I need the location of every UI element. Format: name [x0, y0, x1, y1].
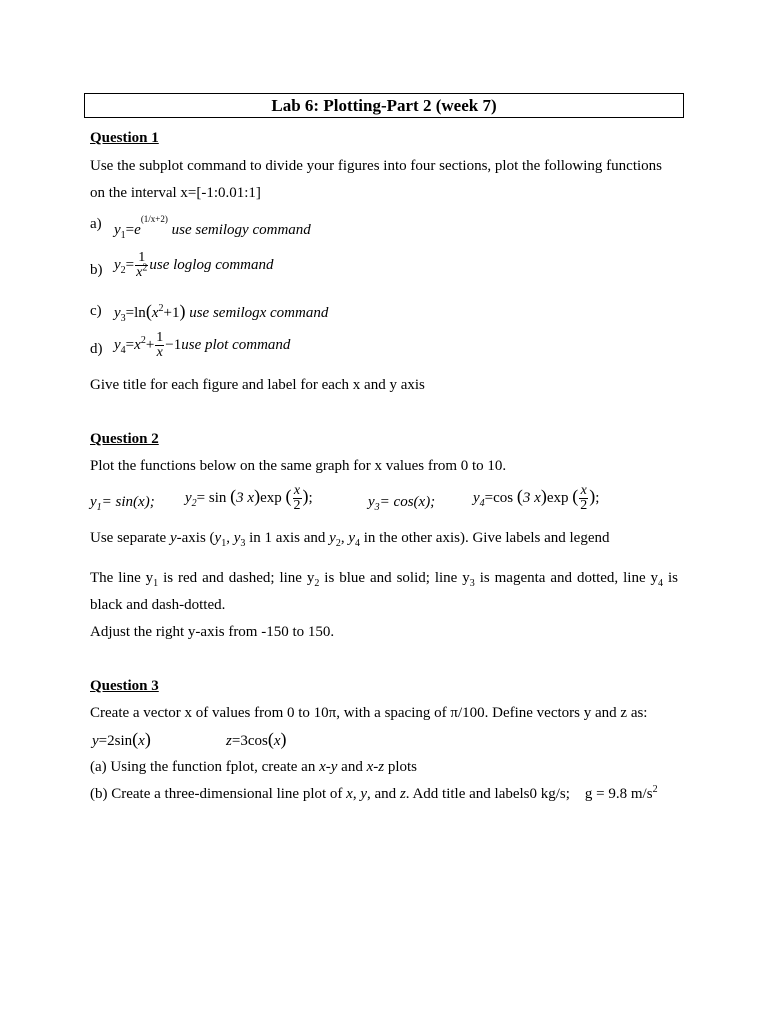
- item-d-sub: 4: [120, 344, 126, 356]
- question-1-heading: Question 1: [90, 130, 159, 146]
- question-2-intro: Plot the functions below on the same graph for x values from 0 to 10.: [90, 458, 507, 474]
- q3-part-b-y: y: [360, 786, 368, 802]
- q2-lines-note-b: is red and dashed; line y: [158, 570, 315, 586]
- q3-part-a: [90, 759, 417, 776]
- q2-axis-note-s2: 2: [335, 538, 341, 549]
- item-b-fraction: [135, 251, 148, 280]
- item-c-op: =: [125, 305, 135, 321]
- q2-axis-note-y3: y: [233, 530, 241, 546]
- q2-eq3: [368, 494, 435, 511]
- q2-eq2-fn1: sin: [208, 489, 227, 506]
- q3-part-b: [90, 786, 658, 803]
- item-b-sub: 2: [120, 264, 126, 276]
- q2-eq4-fn1: cos: [493, 489, 514, 506]
- q2-eq4-num: x: [580, 483, 587, 498]
- question-1-intro-line1: Use the subplot command to divide your figures into four sections, plot the following functions: [90, 158, 662, 174]
- q2-axis-note-s3: 3: [240, 538, 246, 549]
- item-c-letter: c): [90, 303, 102, 319]
- item-c-arg-sup: 2: [158, 303, 164, 314]
- q3-eq-z-coef: 3: [240, 733, 248, 749]
- item-d-text: use plot command: [181, 336, 291, 353]
- item-d-tail: −1: [165, 336, 182, 353]
- q2-axis-note-p3: in 1 axis and: [245, 530, 330, 546]
- q2-axis-note-y1: y: [214, 530, 222, 546]
- question-3-intro: Create a vector x of values from 0 to 10π, with a spacing of π/100. Define vectors y and z as:: [90, 705, 648, 721]
- q2-lines-note-e: is black and dash-dotted.: [90, 570, 678, 613]
- q3-part-b-c1: ,: [352, 786, 361, 802]
- item-c-sub: 3: [120, 313, 126, 324]
- q2-eq3-sub: 3: [374, 502, 380, 513]
- q2-axis-note-p4: in the other axis). Give labels and legend: [359, 530, 610, 546]
- q2-axis-note-c2: ,: [340, 530, 349, 546]
- q2-eq4-fn2: exp: [546, 489, 569, 506]
- q3-eq-y-lhs: y: [92, 733, 99, 749]
- q2-axis-note-y: y: [169, 530, 177, 546]
- item-d-letter: d): [90, 341, 103, 357]
- q3-eq-y-coef: 2: [107, 733, 115, 749]
- question-1-intro: [90, 153, 678, 207]
- item-b-lhs: y: [114, 256, 121, 273]
- q3-part-b-z: z: [399, 786, 406, 802]
- q3-part-b-c2: , and: [367, 786, 400, 802]
- q2-lines-note-s3: 3: [469, 578, 475, 589]
- q2-axis-note: [90, 530, 610, 547]
- q2-lines-note-c: is blue and solid; line y: [319, 570, 470, 586]
- q2-eq2-end: ;: [308, 489, 313, 506]
- q2-adjust: Adjust the right y-axis from -150 to 150.: [90, 624, 335, 640]
- q2-eq1: [90, 494, 155, 511]
- item-a-base: e: [134, 222, 141, 238]
- q2-lines-note: [90, 565, 678, 619]
- q2-lines-note-s2: 2: [314, 578, 320, 589]
- item-c-fn: ln: [134, 305, 146, 321]
- item-b-den: x: [136, 265, 143, 280]
- question-3-heading: Question 3: [90, 678, 159, 694]
- item-b-den-sup: 2: [142, 262, 148, 274]
- item-d-lhs: y: [114, 336, 121, 353]
- q3-part-a-v2: x-z: [366, 759, 385, 775]
- q3-part-b-x: x: [346, 786, 353, 802]
- question-1-footer: Give title for each figure and label for each x and y axis: [90, 377, 425, 393]
- q2-eq2: $y_2= \sin (3$ x)exp ( $\frac{x}{2}$ );: [185, 483, 313, 513]
- q2-eq2-sub: 2: [191, 497, 197, 509]
- item-a-op: =: [125, 222, 135, 238]
- q2-eq2-fn2: exp: [260, 489, 282, 506]
- item-c-equation: $y_3=\ln(x^2+1)$ use semilogx command: [114, 301, 329, 324]
- item-b-text: use loglog command: [149, 256, 274, 273]
- item-b-num: 1: [138, 250, 146, 265]
- q2-eq4-eq: =: [484, 489, 494, 506]
- q3-eq-y-fn: sin: [114, 733, 133, 749]
- item-d-term1: x: [134, 336, 141, 353]
- q2-eq2-arg1: 3 x: [236, 489, 255, 506]
- q3-part-b-text1: (b) Create a three-dimensional line plot of: [90, 786, 347, 802]
- q2-eq3-rhs: = cos(x);: [379, 494, 436, 510]
- item-b-letter: b): [90, 262, 103, 278]
- q3-part-a-text2: and: [337, 759, 367, 775]
- q2-lines-note-a: The line y: [90, 570, 154, 586]
- q3-eq-y-op: =: [98, 733, 108, 749]
- q2-axis-note-c1: ,: [226, 530, 234, 546]
- item-a-equation: [114, 214, 311, 241]
- q3-eq-z-op: =: [231, 733, 241, 749]
- q2-eq4-arg1: 3 x: [522, 489, 541, 506]
- q2-eq3-lhs: y: [368, 494, 375, 510]
- q3-part-a-text3: plots: [384, 759, 418, 775]
- q2-eq2-fraction: [293, 484, 302, 513]
- q2-eq4: $y_4=\cos$ (3 x)exp ( $\frac{x}{2}$ );: [473, 483, 600, 513]
- q3-part-b-text2: . Add title and labels0 kg/s; g = 9.8 m/s: [405, 786, 653, 802]
- item-b-op: =: [125, 256, 135, 273]
- item-d-den: x: [156, 345, 163, 360]
- q2-eq4-fraction: [579, 484, 588, 513]
- q2-eq1-lhs: y: [90, 494, 97, 510]
- item-c-arg-tail: +1: [163, 305, 180, 321]
- item-a-sub: 1: [120, 230, 126, 241]
- item-a-lhs: y: [114, 222, 121, 238]
- item-d-num: 1: [156, 330, 164, 345]
- q3-part-a-text1: (a) Using the function fplot, create an: [90, 759, 320, 775]
- item-d-term1-sup: 2: [140, 334, 146, 346]
- item-d-equation: [114, 331, 290, 360]
- q2-eq4-den: 2: [580, 498, 588, 513]
- q3-part-b-sup: 2: [652, 784, 658, 795]
- q2-axis-note-s1: 1: [221, 538, 227, 549]
- item-d-plus: +: [145, 336, 155, 353]
- q2-lines-note-s4: 4: [658, 578, 664, 589]
- item-a-text: use semilogy command: [171, 222, 311, 238]
- q2-eq4-end: ;: [595, 489, 600, 506]
- item-d-fraction: [155, 331, 164, 360]
- q2-eq2-den: 2: [293, 498, 301, 513]
- q2-lines-note-d: is magenta and dotted, line y: [474, 570, 659, 586]
- item-c-lhs: y: [114, 305, 121, 321]
- item-a-letter: a): [90, 216, 102, 232]
- q2-eq1-rhs: = sin(x);: [101, 494, 155, 510]
- q3-eq-z-fn: cos: [247, 733, 268, 749]
- item-c-text: use semilogx command: [189, 305, 329, 321]
- q2-axis-note-y4: y: [348, 530, 355, 546]
- q2-axis-note-y2: y: [329, 530, 336, 546]
- q3-eq-z-arg: x: [273, 733, 281, 749]
- q3-part-a-v1: x-y: [319, 759, 338, 775]
- q2-eq4-sub: 4: [479, 497, 485, 509]
- item-c-arg-var: x: [151, 305, 159, 321]
- q3-eq-y-arg: x: [138, 733, 145, 749]
- q3-eq-z-lhs: z: [226, 733, 232, 749]
- q2-lines-note-s1: 1: [153, 578, 159, 589]
- q2-eq2-eq: =: [196, 489, 209, 506]
- lab-title: Lab 6: Plotting-Part 2 (week 7): [84, 93, 684, 118]
- q2-axis-note-p1: Use separate: [90, 530, 170, 546]
- item-b-equation: [114, 251, 274, 280]
- q2-axis-note-p2: -axis (: [176, 530, 215, 546]
- q3-eq-y: y=2sin(x): [92, 729, 151, 749]
- q3-eq-z: z=3cos(x): [226, 729, 287, 749]
- q2-axis-note-s4: 4: [354, 538, 360, 549]
- q2-eq2-lhs: y: [185, 489, 192, 506]
- q2-eq4-lhs: y: [473, 489, 480, 506]
- question-2-heading: Question 2: [90, 431, 159, 447]
- item-a-exp: (1/x+2): [140, 214, 168, 224]
- question-1-intro-line2: on the interval x=[-1:0.01:1]: [90, 185, 261, 201]
- q2-eq2-num: x: [293, 483, 301, 498]
- item-d-op: =: [125, 336, 135, 353]
- q2-eq1-sub: 1: [96, 502, 102, 513]
